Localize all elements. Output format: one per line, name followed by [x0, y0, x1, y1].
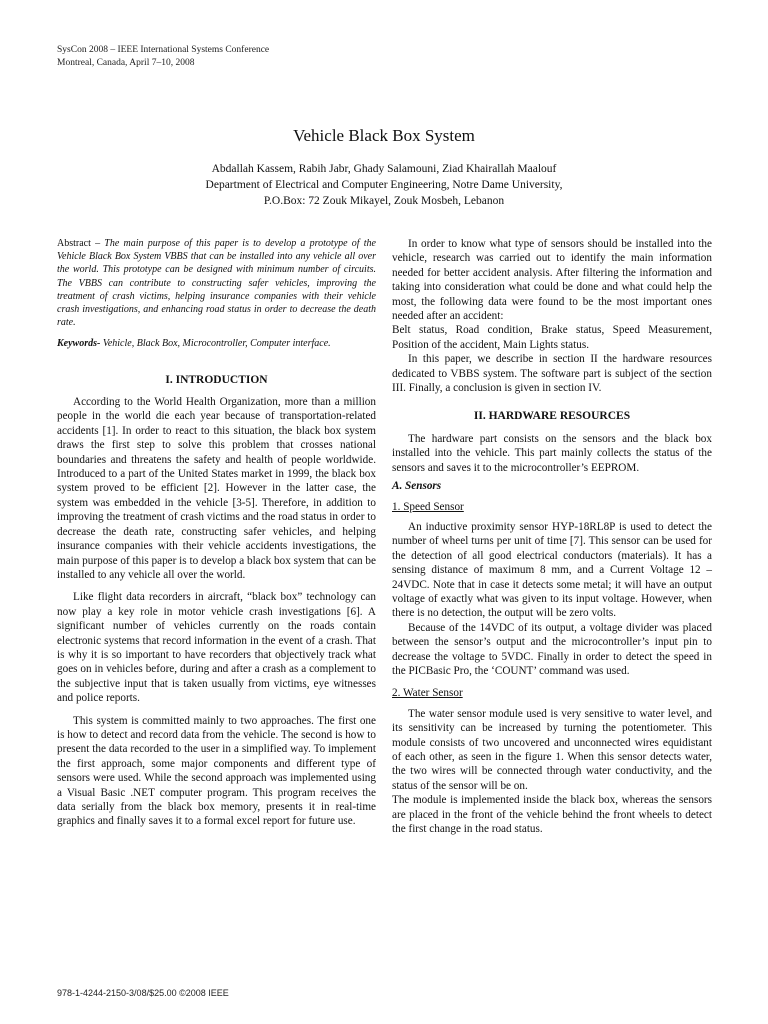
author-department: Department of Electrical and Computer Engineering, Notre Dame University, — [205, 179, 563, 191]
abstract — [57, 237, 376, 329]
hardware-paragraph-1: The hardware part consists on the sensors and the black box installed into the vehicle. This part mainly collects the status of the sensors and saves it to the microcontroller’s EEPROM. — [392, 432, 712, 474]
subsubsection-heading-water-sensor: 2. Water Sensor — [392, 687, 463, 700]
intro-paragraph-5: In this paper, we describe in section II the hardware resources dedicated to VBBS system. The software part is subject of the section III. Finally, a conclusion is given in section IV. — [392, 353, 712, 395]
abstract-text: The main purpose of this paper is to develop a prototype of the Vehicle Black Box System VBBS that can be installed into any vehicle all over the world. This prototype can be designed with minimum number of circuits. The VBBS can contribute to constructing safer vehicles, improving the treatment of crash victims, helping insurance companies with their vehicle crash investigations, and enhancing road status in order to decrease the death rate. — [57, 238, 376, 329]
right-column — [392, 237, 712, 836]
author-address: P.O.Box: 72 Zouk Mikayel, Zouk Mosbeh, Lebanon — [263, 195, 505, 207]
speed-sensor-paragraph-1: An inductive proximity sensor HYP-18RL8P is used to detect the number of wheel turns per unit of time [7]. This sensor can be used for the detection of all good electrical conductors (materials). It has a sensing distance of maximum 8 mm, and a Current Voltage 12 – 24VDC. Note that in case it detects some metal; it will have an output voltage of exactly what was given to its input voltage. However, when there is no detection, the output will be zero volts. — [392, 520, 712, 620]
intro-paragraph-1: According to the World Health Organization, more than a million people in the world die each year because of transportation-related accidents [1]. In order to react to this situation, the black box system draws the first step to solve this problem that crosses national boundaries and threatens the safety and health of people worldwide. Introduced to a part of the United States market in 1999, the black box system proved to be efficient [2]. However in the latter case, the system was embedded in the vehicle [3-5]. Therefore, in addition to improving the treatment of crash victims and the road status in order to decrease the death rate, constructing safer vehicles, and helping insurance companies with their vehicle accidents investigations, the main purpose of this paper is to develop a black box system that can be installed to any vehicle all over the world. — [57, 396, 376, 581]
conference-location: Montreal, Canada, April 7–10, 2008 — [57, 58, 195, 68]
intro-paragraph-4: In order to know what type of sensors should be installed into the vehicle, research was carried out to identify the main information needed for better accident analysis. After filtering the information and taking into consideration what could be done and what could help the most, the following data were found to be the most important ones needed after an accident: — [392, 238, 712, 323]
intro-paragraph-3: This system is committed mainly to two approaches. The first one is how to detect and record data from the vehicle. The second is how to present the data recorded to the user in a simplified way. To implement the first approach, some major components and different type of sensors were used. While the second approach was implemented using a Visual Basic .NET computer program. This program receives the data serially from the black box memory, presents it in real-time graphics and finally saves it to a formal excel report for future use. — [57, 714, 376, 828]
keywords-text: Vehicle, Black Box, Microcontroller, Computer interface. — [102, 338, 331, 350]
keywords — [57, 337, 376, 350]
section-heading-introduction: I. INTRODUCTION — [165, 373, 268, 386]
water-sensor-paragraph-2: The module is implemented inside the black box, whereas the sensors are placed in the front of the vehicle behind the front wheels to detect the first change in the road status. — [392, 794, 712, 836]
subsection-heading-sensors: A. Sensors — [392, 480, 442, 493]
water-sensor-paragraph-1: The water sensor module used is very sensitive to water level, and its sensitivity can be increased by turning the potentiometer. This module consists of two uncovered and unconnected wires equidistant of each other, as seen in the figure 1. When this sensor detects water, the two wires will be connected through water conductivity, and the status of the sensor will be on. — [392, 707, 712, 792]
abstract-label: Abstract – — [57, 238, 101, 249]
intro-data-list: Belt status, Road condition, Brake status, Speed Measurement, Position of the accident, Main Lights status. — [392, 324, 712, 351]
left-column — [57, 237, 376, 829]
keywords-label: Keywords- — [57, 338, 101, 350]
paper-title: Vehicle Black Box System — [293, 126, 475, 145]
author-names: Abdallah Kassem, Rabih Jabr, Ghady Salamouni, Ziad Khairallah Maalouf — [211, 163, 557, 175]
section-heading-hardware: II. HARDWARE RESOURCES — [473, 410, 631, 423]
copyright-footer: 978-1-4244-2150-3/08/$25.00 ©2008 IEEE — [57, 988, 229, 998]
conference-name: SysCon 2008 – IEEE International Systems Conference — [57, 45, 270, 55]
speed-sensor-paragraph-2: Because of the 14VDC of its output, a voltage divider was placed between the sensor’s output and the microcontroller’s input pin to decrease the voltage to 5VDC. Finally in order to detect the speed in the PICBasic Pro, the ‘COUNT’ command was used. — [392, 621, 712, 677]
author-block — [0, 161, 768, 209]
conference-header — [57, 44, 269, 70]
intro-paragraph-2: Like flight data recorders in aircraft, “black box” technology can now play a key role in motor vehicle crash investigations [6]. A significant number of vehicles currently on the roads contain electronic systems that record information in the event of a crash. That is why it is so important to have recorders that objectively track what goes on in vehicles before, during and after a crash as a complement to the subjective input that is taken usually from victims, eye witnesses and police reports. — [57, 591, 376, 705]
subsubsection-heading-speed-sensor: 1. Speed Sensor — [392, 500, 464, 513]
